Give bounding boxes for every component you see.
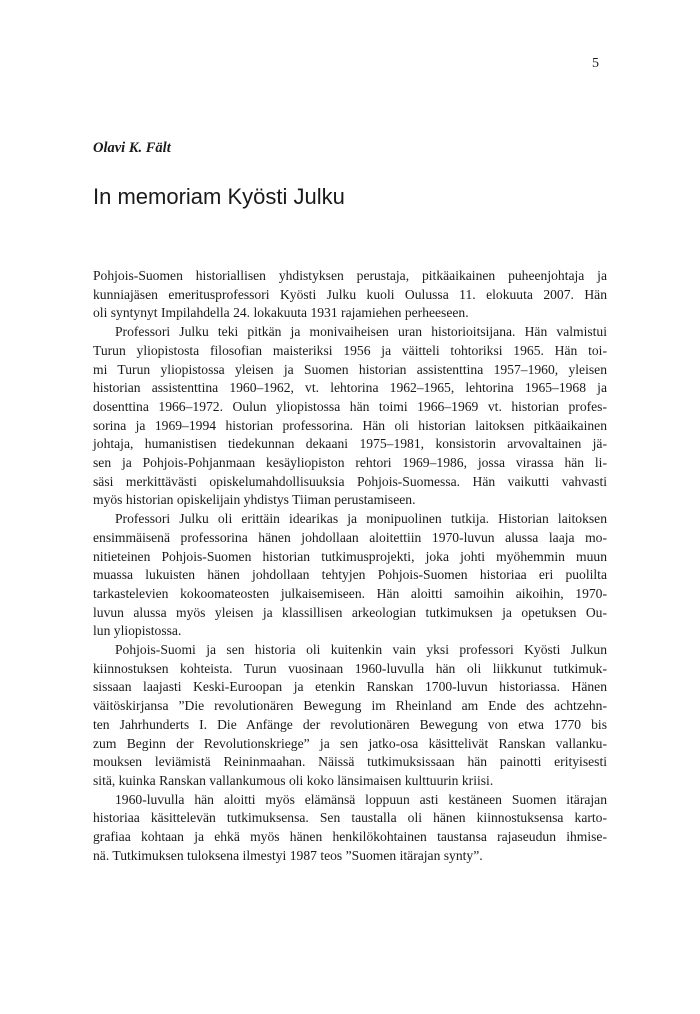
- text-line: 1960-luvulla hän aloitti myös elämänsä loppuun asti kestäneen Suomen itärajan: [115, 791, 607, 807]
- text-line: säsi merkittävästi opiskelumahdollisuuksia Pohjois-Suomessa. Hän vaikutti vahvasti: [93, 473, 607, 489]
- text-line: nä. Tutkimuksen tuloksena ilmestyi 1987 teos ”Suomen itärajan synty”.: [93, 847, 483, 863]
- text-line: mouksen leviämistä Reininmaahan. Näissä tutkimuksissaan hän painotti erityisesti: [93, 754, 607, 770]
- text-line: sissaan laajasti Keski-Euroopan ja etenkin Ranskan 1700-luvun historiassa. Hänen: [93, 679, 607, 695]
- text-line: historian assistenttina 1960–1962, vt. lehtorina 1962–1965, lehtorina 1965–1968 ja: [93, 380, 607, 396]
- text-line: tarkastelevien kokoomateosten julkaisemiseen. Hän aloitti samoihin aikoihin, 1970-: [93, 585, 607, 601]
- article-title: In memoriam Kyösti Julku: [93, 184, 345, 209]
- text-line: oli syntynyt Impilahdella 24. lokakuuta 1931 rajamiehen perheeseen.: [93, 305, 469, 321]
- text-line: johtaja, humanistisen tiedekunnan dekaani 1975–1981, konsistorin arvovaltainen jä-: [93, 436, 607, 452]
- text-line: myös historian opiskelijain yhdistys Tiiman perustamiseen.: [93, 492, 416, 508]
- text-line: ensimmäisenä professorina hänen johdollaan aloitettiin 1970-luvun alussa laaja mo-: [93, 529, 607, 545]
- text-line: dosenttina 1966–1972. Oulun yliopistossa hän toimi 1966–1969 vt. historian profes-: [93, 398, 607, 414]
- text-line: Professori Julku teki pitkän ja monivaiheisen uran historioitsijana. Hän valmistui: [115, 324, 607, 340]
- text-line: Pohjois-Suomen historiallisen yhdistyksen perustaja, pitkäaikainen puheenjohtaja ja: [93, 268, 607, 283]
- text-line: Pohjois-Suomi ja sen historia oli kuitenkin vain yksi professori Kyösti Julkun: [115, 642, 607, 658]
- text-line: historiaa käsittelevän tutkimuksensa. Sen taustalla oli hänen kiinnostuksensa karto-: [93, 810, 607, 826]
- article-body: [93, 267, 607, 866]
- text-line: ten Jahrhunderts I. Die Anfänge der revolutionären Bewegung von etwa 1770 bis: [93, 716, 607, 732]
- text-line: lun yliopistossa.: [93, 623, 182, 639]
- text-line: grafiaa kohtaan ja ehkä myös hänen henkilökohtainen taustansa rajaseudun ihmise-: [93, 829, 607, 845]
- text-line: sitä, kuinka Ranskan vallankumous oli koko länsimaisen kulttuurin kriisi.: [93, 772, 494, 788]
- text-line: sen ja Pohjois-Pohjanmaan kesäyliopiston rehtori 1969–1986, jossa virassa hän li-: [93, 455, 607, 471]
- text-line: nitieteinen Pohjois-Suomen historian tutkimusprojekti, joka johti myöhemmin muun: [93, 548, 607, 564]
- author-name: Olavi K. Fält: [93, 140, 171, 156]
- text-line: Turun yliopistosta filosofian maisteriksi 1956 ja väitteli tohtoriksi 1965. Hän toi-: [93, 342, 607, 358]
- text-line: sorina ja 1969–1994 historian professorina. Hän oli historian laitoksen pitkäaikainen: [93, 417, 607, 433]
- text-line: mi Turun yliopistossa yleisen ja Suomen historian assistenttina 1957–1960, yleisen: [93, 361, 607, 377]
- text-line: Professori Julku oli erittäin idearikas ja monipuolinen tutkija. Historian laitoksen: [115, 511, 607, 527]
- text-line: muassa lukuisten hänen johdollaan tehtyjen Pohjois-Suomen historiaa eri puolilta: [93, 567, 607, 583]
- text-line: kiinnostuksen kohteista. Turun vuosinaan 1960-luvulla hän oli liikkunut tutkimuk-: [93, 660, 607, 676]
- text-line: väitöskirjansa ”Die revolutionären Bewegung im Rheinland am Ende des achtzehn-: [93, 698, 607, 714]
- text-line: zum Beginn der Revolutionskriege” ja sen jatko-osa käsittelivät Ranskan vallanku-: [93, 735, 607, 751]
- page-number: 5: [592, 56, 599, 71]
- text-line: kunniajäsen emeritusprofessori Kyösti Julku kuoli Oulussa 11. elokuuta 2007. Hän: [93, 286, 607, 302]
- text-line: luvun alussa myös yleisen ja klassillisen arkeologian tutkimuksen ja opetuksen Ou-: [93, 604, 607, 620]
